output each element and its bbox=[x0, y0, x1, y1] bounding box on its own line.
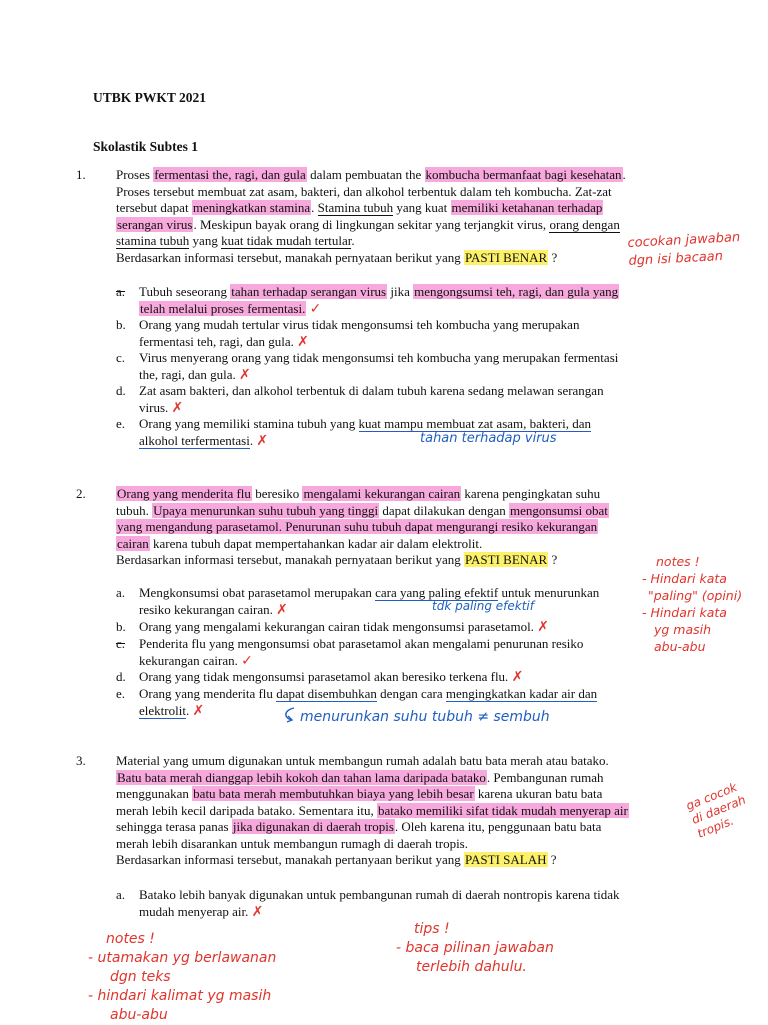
cross-icon: ✗ bbox=[276, 601, 288, 618]
option-e bbox=[139, 416, 659, 449]
option-d bbox=[139, 669, 659, 686]
highlight: tahan terhadap serangan virus bbox=[231, 284, 387, 299]
handwritten-note: tdk paling efektif bbox=[432, 599, 534, 613]
option-letter: a. bbox=[116, 284, 126, 299]
text-line: Penderita flu yang mengonsumsi obat parasetamol akan mengalami penurunan resiko bbox=[139, 636, 584, 651]
highlight: Upaya menurunkan suhu tubuh yang tinggi bbox=[153, 502, 379, 518]
text: . Pembangunan rumah bbox=[486, 769, 604, 785]
text-line: Virus menyerang orang yang tidak mengonsumsi teh kombucha yang merupakan fermentasi bbox=[139, 350, 619, 365]
note-line: yg masih bbox=[654, 622, 712, 637]
notes-title: notes ! bbox=[106, 931, 155, 947]
cross-icon: ✗ bbox=[537, 619, 549, 635]
highlight: memiliki ketahanan terhadap bbox=[451, 200, 603, 215]
underline: alkohol terfermentasi bbox=[139, 432, 250, 448]
note-line: dgn teks bbox=[110, 969, 171, 985]
notes-title: notes ! bbox=[656, 554, 700, 569]
text: Mengkonsumsi obat parasetamol merupakan bbox=[139, 585, 376, 600]
note-line: - Hindari kata bbox=[642, 605, 727, 620]
question-number: 2. bbox=[76, 486, 86, 501]
note-line: - hindari kalimat yg masih bbox=[88, 988, 272, 1004]
question-1-passage bbox=[116, 167, 676, 266]
highlight: yang mengandung parasetamol. Penurunan suhu tubuh dapat mengurangi resiko kekurangan bbox=[117, 519, 598, 534]
question-number: 1. bbox=[76, 167, 86, 182]
highlight: telah melalui proses fermentasi. bbox=[140, 300, 306, 316]
option-c bbox=[139, 350, 659, 383]
text: Berdasarkan informasi tersebut, manakah pernyataan berikut yang bbox=[116, 552, 464, 567]
handwritten-note: menurunkan suhu tubuh ≠ sembuh bbox=[300, 709, 550, 725]
text: Orang yang menderita flu bbox=[139, 686, 277, 701]
text: ? bbox=[548, 249, 558, 265]
question-3-passage bbox=[116, 753, 676, 869]
text: Orang yang mengalami kekurangan cairan tidak mengonsumsi parasetamol. bbox=[139, 619, 534, 634]
text: . Meskipun bayak orang di lingkungan sekitar yang terjangkit virus, bbox=[193, 216, 550, 232]
underline: orang dengan bbox=[549, 216, 620, 232]
underline: Stamina tubuh bbox=[317, 200, 394, 215]
text: Proses bbox=[116, 167, 154, 182]
note-line: abu-abu bbox=[654, 639, 706, 654]
text: beresiko bbox=[251, 486, 303, 501]
text: Berdasarkan informasi tersebut, manakah pernyataan berikut yang bbox=[116, 249, 464, 265]
text-line: Zat asam bakteri, dan alkohol terbentuk di dalam tubuh karena sedang melawan serangan bbox=[139, 383, 604, 398]
highlight: mengonsumsi obat bbox=[510, 502, 608, 518]
underline: dapat disembuhkan bbox=[276, 686, 377, 701]
cross-icon: ✗ bbox=[192, 702, 205, 719]
handwritten-notes bbox=[642, 553, 743, 655]
text: ? bbox=[547, 852, 557, 867]
text: fermentasi teh, ragi, dan gula. bbox=[139, 333, 294, 349]
option-letter: c. bbox=[116, 350, 126, 365]
text: virus. bbox=[139, 399, 169, 415]
text: the, ragi, dan gula. bbox=[139, 366, 236, 382]
text: kekurangan cairan. bbox=[139, 652, 238, 668]
text: dengan cara bbox=[376, 686, 446, 701]
underline: kuat mampu membuat zat asam, bakteri, dan bbox=[358, 416, 591, 431]
note-line: - utamakan yg berlawanan bbox=[88, 950, 277, 966]
check-icon: ✓ bbox=[241, 652, 253, 669]
text: ? bbox=[548, 552, 558, 567]
text: sehingga terasa panas bbox=[116, 819, 232, 834]
text: tubuh. bbox=[116, 502, 153, 518]
text: . bbox=[622, 167, 626, 182]
text: karena pengingkatan suhu bbox=[461, 486, 601, 501]
highlight: mengalami kekurangan cairan bbox=[303, 486, 461, 501]
text: karena ukuran batu bata bbox=[474, 786, 603, 801]
option-letter: a. bbox=[116, 585, 126, 600]
text: . Oleh karena itu, penggunaan batu bata bbox=[394, 819, 602, 834]
cross-icon: ✗ bbox=[251, 903, 264, 920]
text: resiko kekurangan cairan. bbox=[139, 601, 273, 617]
text: . bbox=[351, 233, 355, 248]
option-letter: a. bbox=[116, 887, 126, 902]
tips-title: tips ! bbox=[414, 921, 450, 937]
text: . bbox=[249, 432, 254, 448]
text-line: Proses tersebut membuat zat asam, bakteri, dan alkohol terbentuk dalam teh kombucha. Zat-zat bbox=[116, 183, 612, 199]
text: untuk menurunkan bbox=[498, 585, 600, 600]
text: tersebut dapat bbox=[116, 200, 192, 215]
highlight: cairan bbox=[117, 535, 149, 551]
text: jika bbox=[387, 284, 414, 299]
highlight: Batu bata merah dianggap lebih kokoh dan tahan lama daripada batako bbox=[117, 769, 486, 785]
highlight: Orang yang menderita flu bbox=[117, 486, 251, 501]
highlight: meningkatkan stamina bbox=[192, 200, 311, 215]
cross-icon: ✗ bbox=[171, 399, 184, 416]
highlight-yellow: PASTI BENAR bbox=[464, 552, 548, 567]
highlight: batako memiliki sifat tidak mudah menyerap air bbox=[377, 802, 628, 818]
text: dapat dilakukan dengan bbox=[379, 502, 510, 518]
text: mudah menyerap air. bbox=[139, 903, 249, 919]
highlight: batu bata merah membutuhkan biaya yang lebih besar bbox=[193, 786, 474, 801]
option-a bbox=[139, 585, 659, 618]
underline: kuat tidak mudah tertular bbox=[221, 233, 352, 248]
text: karena tubuh dapat mempertahankan kadar air dalam elektrolit. bbox=[149, 535, 483, 551]
text: . bbox=[311, 200, 318, 215]
text-line: Batako lebih banyak digunakan untuk pembangunan rumah di daerah nontropis karena tidak bbox=[139, 887, 620, 902]
question-number: 3. bbox=[76, 753, 86, 768]
cross-icon: ✗ bbox=[239, 366, 251, 383]
underline: stamina tubuh bbox=[116, 233, 190, 248]
cross-icon: ✗ bbox=[256, 432, 269, 449]
option-letter: e. bbox=[116, 416, 126, 431]
section-subtitle: Skolastik Subtes 1 bbox=[93, 139, 199, 154]
text: Berdasarkan informasi tersebut, manakah pertanyaan berikut yang bbox=[116, 852, 464, 867]
underline: elektrolit bbox=[139, 702, 186, 718]
text-line: Material yang umum digunakan untuk membangun rumah adalah batu bata merah atau batako. bbox=[116, 753, 609, 768]
text: . bbox=[185, 702, 190, 718]
question-2-passage bbox=[116, 486, 676, 569]
text: Orang yang tidak mengonsumsi parasetamol akan beresiko terkena flu. bbox=[139, 669, 509, 684]
option-letter: d. bbox=[116, 383, 126, 398]
note-line: - baca pilinan jawaban bbox=[396, 940, 554, 956]
option-a bbox=[139, 887, 659, 920]
check-icon: ✓ bbox=[309, 300, 322, 317]
option-letter: b. bbox=[116, 317, 126, 332]
highlight: mengongsumsi teh, ragi, dan gula yang bbox=[414, 284, 619, 299]
curved-arrow-icon bbox=[280, 706, 300, 724]
highlight: fermentasi the, ragi, dan gula bbox=[154, 167, 306, 182]
text: dalam pembuatan the bbox=[306, 167, 425, 182]
note-line: "paling" (opini) bbox=[648, 588, 743, 603]
cross-icon: ✗ bbox=[511, 669, 524, 685]
text: Tubuh seseorang bbox=[139, 284, 231, 299]
text: yang kuat bbox=[393, 200, 451, 215]
option-letter: e. bbox=[116, 686, 126, 701]
note-line: abu-abu bbox=[110, 1007, 168, 1023]
cross-icon: ✗ bbox=[297, 333, 309, 350]
highlight: jika digunakan di daerah tropis bbox=[232, 819, 394, 834]
text-line: merah lebih disarankan untuk membangun rumagh di daerah tropis. bbox=[116, 835, 468, 851]
option-letter: c. bbox=[116, 636, 126, 651]
highlight-yellow: PASTI BENAR bbox=[464, 249, 548, 265]
handwritten-note: tahan terhadap virus bbox=[420, 431, 557, 446]
document-title: UTBK PWKT 2021 bbox=[93, 90, 207, 105]
option-c bbox=[139, 636, 659, 669]
text: menggunakan bbox=[116, 786, 193, 801]
handwritten-note: ga cocok di daerah tropis. bbox=[684, 779, 748, 841]
highlight: serangan virus bbox=[117, 216, 193, 232]
footer-tips bbox=[396, 920, 554, 977]
option-a bbox=[139, 284, 659, 317]
underline: cara yang paling efektif bbox=[375, 585, 499, 600]
text: yang bbox=[189, 233, 222, 248]
note-line: terlebih dahulu. bbox=[416, 959, 527, 975]
underline: mengingkatkan kadar air dan bbox=[445, 686, 598, 701]
highlight-yellow: PASTI SALAH bbox=[464, 852, 547, 867]
text-line: Orang yang mudah tertular virus tidak mengonsumsi teh kombucha yang merupakan bbox=[139, 317, 580, 332]
text: Orang yang memiliki stamina tubuh yang bbox=[139, 416, 359, 431]
option-b bbox=[139, 317, 659, 350]
text: merah lebih kecil daripada batako. Sementara itu, bbox=[116, 802, 377, 818]
option-letter: d. bbox=[116, 669, 126, 684]
note-line: - Hindari kata bbox=[642, 571, 727, 586]
option-letter: b. bbox=[116, 619, 126, 634]
handwritten-note: cocokan jawaban dgn isi bacaan bbox=[627, 230, 741, 269]
highlight: kombucha bermanfaat bagi kesehatan bbox=[425, 167, 622, 182]
option-d bbox=[139, 383, 659, 416]
option-b bbox=[139, 619, 659, 636]
footer-notes bbox=[88, 930, 276, 1025]
